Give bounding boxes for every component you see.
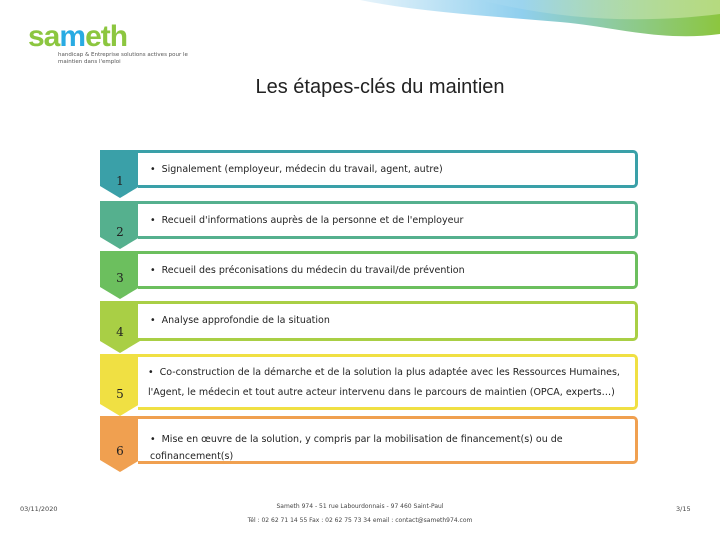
step-text: Mise en œuvre de la solution, y compris par la mobilisation de financement(s) ou de cofinancement(s) — [150, 434, 563, 462]
step-text: Recueil des préconisations du médecin du travail/de prévention — [161, 265, 465, 276]
step-box: • Recueil d'informations auprès de la personne et de l'employeur — [138, 201, 638, 239]
step-box: • Signalement (employeur, médecin du travail, agent, autre) — [138, 150, 638, 188]
step-text: Co-construction de la démarche et de la solution la plus adaptée avec les Ressources Humaines, l'Agent, le médecin et tout autre acteur intervenu dans le parcours de maintien (OPCA, experts…) — [148, 367, 620, 398]
step-text: Analyse approfondie de la situation — [161, 315, 330, 326]
footer-address — [200, 500, 520, 528]
page-title: Les étapes-clés du maintien — [255, 76, 505, 98]
step-text: Signalement (employeur, médecin du travail, agent, autre) — [161, 164, 443, 175]
step-number: 4 — [116, 325, 124, 339]
step-number: 1 — [116, 174, 124, 188]
step-text: Recueil d'informations auprès de la personne et de l'employeur — [161, 215, 464, 226]
step-4 — [100, 301, 640, 341]
logo-wordmark: sameth — [28, 20, 128, 53]
step-box: • Co-construction de la démarche et de la solution la plus adaptée avec les Ressources Humaines, l'Agent, le médecin et tout autre acteur intervenu dans le parcours de maintien (OPCA, experts…) — [138, 354, 638, 410]
sameth-logo — [28, 20, 188, 72]
footer-contact-line: Tél : 02 62 71 14 55 Fax : 02 62 75 73 34 email : contact@sameth974.com — [247, 517, 473, 524]
logo-tagline: handicap & Entreprise solutions actives pour le maintien dans l'emploi — [58, 52, 188, 65]
footer-date: 03/11/2020 — [20, 505, 58, 513]
step-5 — [100, 354, 640, 410]
step-6 — [100, 416, 640, 464]
step-3 — [100, 251, 640, 289]
decorative-swoosh — [360, 0, 720, 60]
step-2 — [100, 201, 640, 239]
step-box: • Mise en œuvre de la solution, y compris par la mobilisation de financement(s) ou de cofinancement(s) — [138, 416, 638, 464]
step-1 — [100, 150, 640, 188]
step-number: 5 — [116, 387, 124, 401]
page-number: 3/15 — [676, 505, 691, 513]
step-number: 2 — [116, 225, 124, 239]
step-box: • Analyse approfondie de la situation — [138, 301, 638, 341]
footer-address-line: Sameth 974 - 51 rue Labourdonnais - 97 460 Saint-Paul — [276, 503, 444, 510]
step-number: 3 — [116, 271, 124, 285]
step-number: 6 — [116, 444, 124, 458]
step-box: • Recueil des préconisations du médecin du travail/de prévention — [138, 251, 638, 289]
